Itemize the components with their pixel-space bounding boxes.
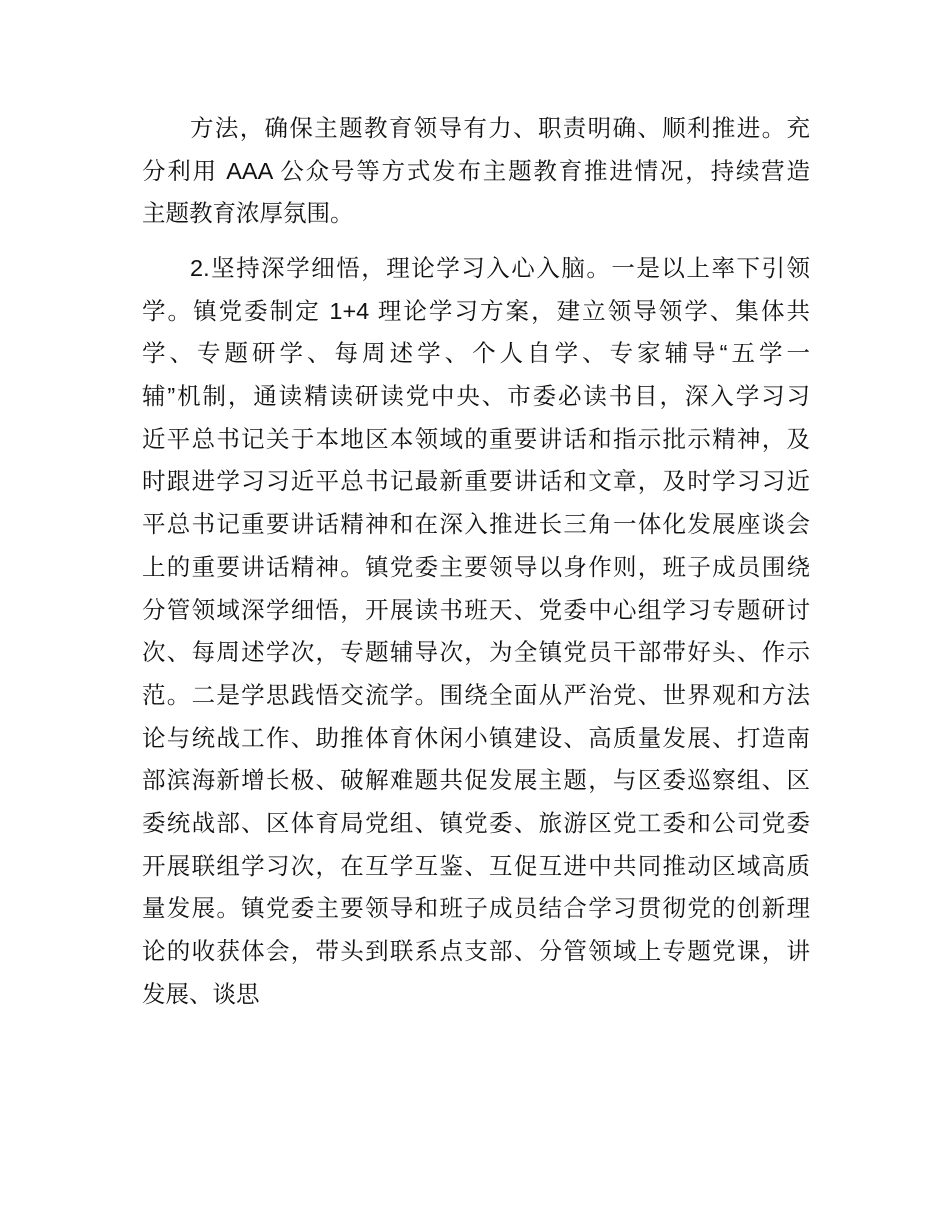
text-line: 次、每周述学次，专题辅导次，为全镇党员干部带好头、作示 (142, 639, 810, 666)
text-line: 近平总书记关于本地区本领域的重要讲话和指示批示精神，及 (142, 425, 810, 452)
text-line: 平总书记重要讲话精神和在深入推进长三角一体化发展座谈会 (142, 511, 810, 538)
text-line: 分利用 AAA 公众号等方式发布主题教育推进情况，持续营造 (142, 157, 810, 184)
text-line: 委统战部、区体育局党组、镇党委、旅游区党工委和公司党委 (142, 809, 810, 836)
text-line: 学、专题研学、每周述学、个人自学、专家辅导“五学一 (142, 340, 810, 367)
text-line: 辅”机制，通读精读研读党中央、市委必读书目，深入学习习 (142, 383, 810, 410)
text-line: 量发展。镇党委主要领导和班子成员结合学习贯彻党的创新理 (142, 895, 810, 922)
text-line: 分管领域深学细悟，开展读书班天、党委中心组学习专题研讨 (142, 596, 810, 623)
text-line: 上的重要讲话精神。镇党委主要领导以身作则，班子成员围绕 (142, 553, 810, 580)
text-line: 方法，确保主题教育领导有力、职责明确、顺利推进。充 (190, 115, 810, 141)
text-line: 学。镇党委制定 1+4 理论学习方案，建立领导领学、集体共 (142, 297, 810, 324)
text-line: 开展联组学习次，在互学互鉴、互促互进中共同推动区域高质 (142, 852, 810, 879)
paragraph-2 (142, 247, 810, 1015)
text-line: 论的收获体会，带头到联系点支部、分管领域上专题党课，讲 (142, 938, 810, 964)
text-line: 部滨海新增长极、破解难题共促发展主题，与区委巡察组、区 (142, 767, 810, 794)
text-line: 范。二是学思践悟交流学。围绕全面从严治党、世界观和方法 (142, 681, 810, 708)
text-line: 时跟进学习习近平总书记最新重要讲话和文章，及时学习习近 (142, 468, 810, 495)
text-line: 2.坚持深学细悟，理论学习入心入脑。一是以上率下引领 (190, 255, 810, 281)
text-line: 主题教育浓厚氛围。 (142, 200, 354, 227)
text-line: 发展、谈思 (142, 980, 260, 1007)
text-line: 论与统战工作、助推体育休闲小镇建设、高质量发展、打造南 (142, 724, 810, 751)
paragraph-1 (142, 107, 810, 235)
